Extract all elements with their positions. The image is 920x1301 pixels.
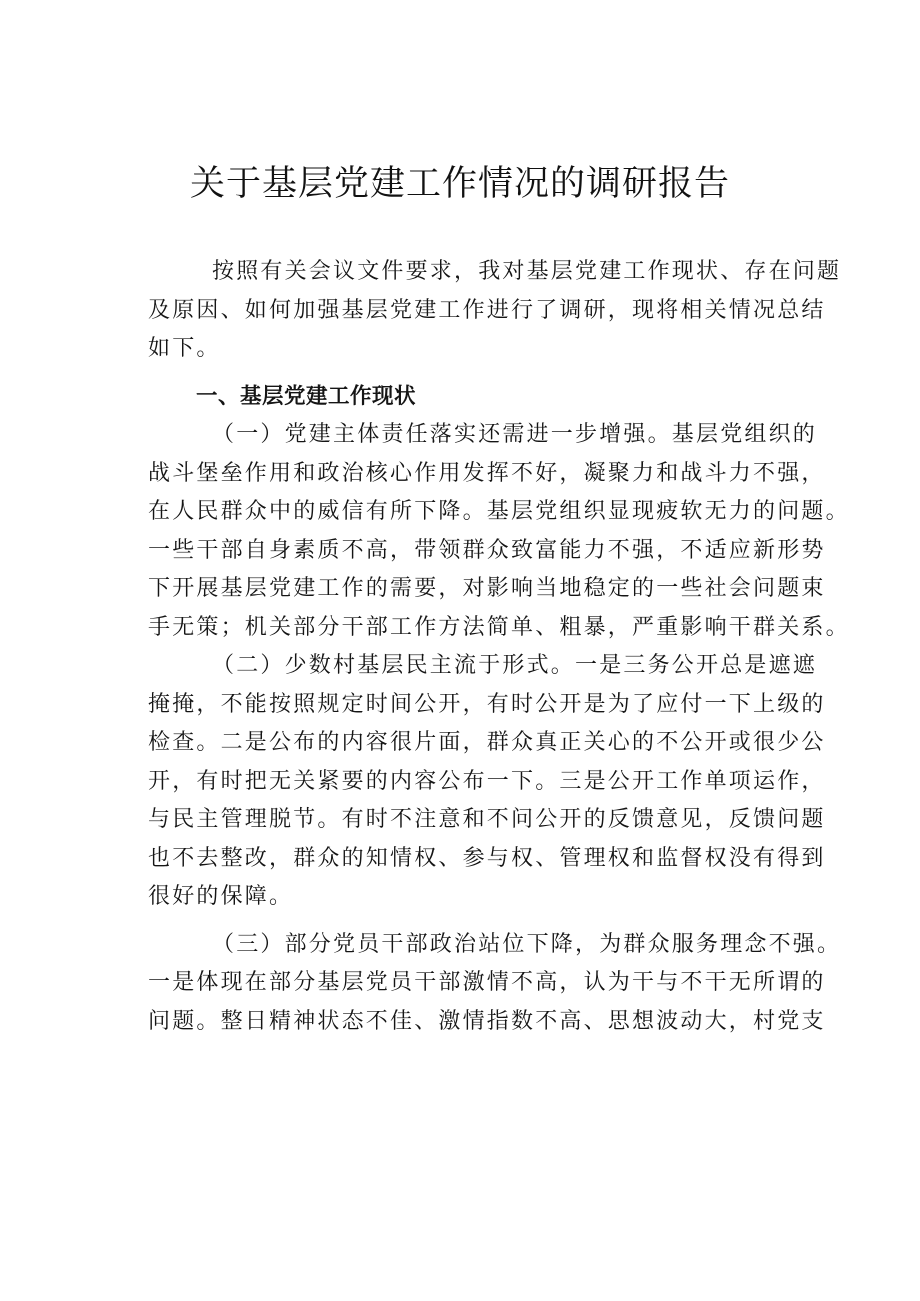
paragraph-line: 一些干部自身素质不高，带领群众致富能力不强，不适应新形势: [148, 537, 826, 563]
spacer: [148, 917, 816, 926]
page-title: 关于基层党建工作情况的调研报告: [189, 164, 730, 204]
paragraph-line: 开，有时把无关紧要的内容公布一下。三是公开工作单项运作，: [148, 768, 826, 794]
paragraph-line: 问题。整日精神状态不佳、激情指数不高、思想波动大，村党支: [148, 1008, 826, 1034]
paragraph-line: 也不去整改，群众的知情权、参与权、管理权和监督权没有得到: [148, 845, 826, 871]
paragraph-line: 与民主管理脱节。有时不注意和不问公开的反馈意见，反馈问题: [148, 807, 826, 832]
paragraph-line: （二）少数村基层民主流于形式。一是三务公开总是遮遮: [212, 653, 818, 678]
paragraph-line: 下开展基层党建工作的需要，对影响当地稳定的一些社会问题束: [148, 576, 826, 601]
paragraph-line: 在人民群众中的威信有所下降。基层党组织显现疲软无力的问题。: [148, 499, 850, 524]
section-heading: 一、基层党建工作现状: [196, 383, 417, 409]
paragraph-line: 战斗堡垒作用和政治核心作用发挥不好，凝聚力和战斗力不强，: [148, 460, 826, 486]
document-body: [148, 253, 850, 1041]
spacer: [148, 369, 816, 378]
paragraph-line: 检查。二是公布的内容很片面，群众真正关心的不公开或很少公: [148, 730, 826, 755]
paragraph-line: 掩掩，不能按照规定时间公开，有时公开是为了应付一下上级的: [148, 691, 826, 717]
paragraph-line: 手无策；机关部分干部工作方法简单、粗暴，严重影响干群关系。: [148, 614, 850, 640]
intro-line: 如下。: [148, 336, 221, 361]
intro-line: 按照有关会议文件要求，我对基层党建工作现状、存在问题: [212, 259, 842, 284]
paragraph-line: （三）部分党员干部政治站位下降，为群众服务理念不强。: [212, 931, 842, 957]
paragraph-line: 很好的保障。: [148, 884, 294, 909]
paragraph-line: （一）党建主体责任落实还需进一步增强。基层党组织的: [212, 422, 818, 447]
paragraph-line: 一是体现在部分基层党员干部激情不高，认为干与不干无所谓的: [148, 970, 826, 995]
intro-line: 及原因、如何加强基层党建工作进行了调研，现将相关情况总结: [148, 297, 826, 323]
